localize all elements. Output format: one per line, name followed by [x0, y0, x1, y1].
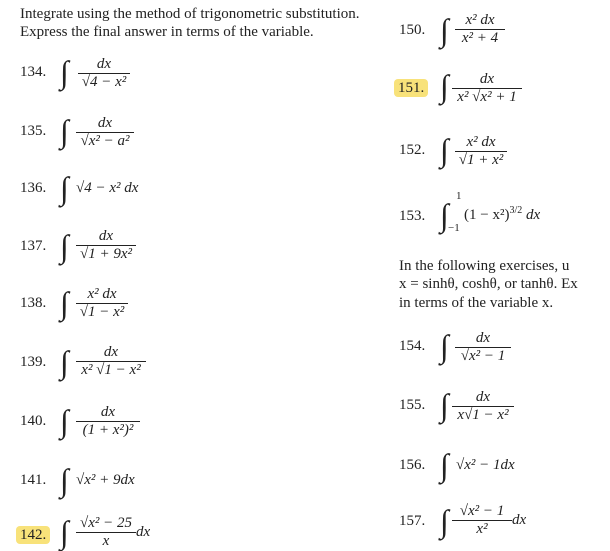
exercise-text-line-1: In the following exercises, u — [399, 258, 570, 274]
denominator: √4 − x² — [78, 73, 130, 91]
fraction — [455, 330, 511, 365]
integral-sign: ∫ — [440, 503, 449, 539]
problem-number: 140. — [20, 413, 47, 429]
integral-sign: ∫ — [440, 447, 449, 483]
problem-number: 155. — [399, 397, 426, 413]
integral-sign: ∫ — [60, 403, 69, 439]
integral-sign: ∫ — [60, 462, 69, 498]
problem-number: 152. — [399, 142, 426, 158]
problem-number: 154. — [399, 338, 426, 354]
integral-sign: ∫ — [60, 113, 69, 149]
fraction — [76, 228, 136, 263]
instruction-line-1: Integrate using the method of trigonometric substitution. — [20, 6, 360, 22]
integral-sign: ∫ — [60, 228, 69, 264]
problem-number: 134. — [20, 64, 47, 80]
fraction — [76, 344, 146, 379]
differential: dx — [522, 207, 541, 223]
fraction — [455, 12, 505, 47]
fraction — [452, 503, 512, 538]
integral-sign: ∫ — [60, 285, 69, 321]
denominator: √x² − 1 — [455, 347, 511, 365]
integrand: √x² + 9dx — [76, 472, 135, 488]
fraction — [76, 115, 134, 150]
fraction — [76, 404, 140, 439]
fraction — [78, 56, 130, 91]
problem-number: 139. — [20, 354, 47, 370]
integral-sign: ∫ — [60, 344, 69, 380]
numerator: dx — [97, 115, 113, 131]
integral-sign: ∫ — [440, 197, 449, 233]
denominator: √x² − a² — [76, 132, 134, 150]
lower-limit: −1 — [448, 222, 460, 234]
denominator: √1 − x² — [76, 303, 128, 321]
denominator: x² √x² + 1 — [452, 88, 522, 106]
integrand — [464, 207, 540, 224]
problem-number: 135. — [20, 123, 47, 139]
upper-limit: 1 — [456, 190, 462, 202]
denominator: √1 + x² — [455, 151, 507, 169]
highlight-badge: 151. — [394, 79, 428, 97]
denominator: x² + 4 — [455, 29, 505, 47]
instruction-line-2: Express the final answer in terms of the variable. — [20, 24, 314, 40]
exercise-text-line-2: x = sinhθ, coshθ, or tanhθ. Ex — [399, 276, 578, 292]
fraction — [76, 515, 136, 550]
problem-number: 156. — [399, 457, 426, 473]
integral-sign: ∫ — [440, 132, 449, 168]
numerator: dx — [100, 404, 116, 420]
problem-number: 136. — [20, 180, 47, 196]
problem-number: 141. — [20, 472, 47, 488]
denominator: x√1 − x² — [452, 406, 514, 424]
integral-sign: ∫ — [60, 514, 69, 550]
integral-sign: ∫ — [440, 12, 449, 48]
numerator: x² dx — [87, 286, 117, 302]
numerator: √x² − 25 — [79, 515, 132, 531]
numerator: dx — [475, 330, 491, 346]
problem-number: 153. — [399, 208, 426, 224]
integral-sign: ∫ — [440, 328, 449, 364]
integrand: √x² − 1dx — [456, 457, 515, 473]
numerator: dx — [475, 389, 491, 405]
highlight-badge: 142. — [16, 526, 50, 544]
denominator: √1 + 9x² — [76, 245, 136, 263]
integrand-base: (1 − x²) — [464, 207, 510, 223]
exponent: 3/2 — [509, 205, 523, 216]
fraction — [452, 389, 514, 424]
fraction — [76, 286, 128, 321]
numerator: dx — [96, 56, 112, 72]
denominator: x² — [452, 520, 512, 538]
numerator: dx — [103, 344, 119, 360]
fraction — [452, 71, 522, 106]
numerator: dx — [98, 228, 114, 244]
integral-sign: ∫ — [60, 54, 69, 90]
problem-number-highlighted — [16, 527, 50, 544]
problem-number: 150. — [399, 22, 426, 38]
numerator: x² dx — [466, 134, 496, 150]
integral-sign: ∫ — [440, 68, 449, 104]
numerator: x² dx — [465, 12, 495, 28]
denominator: x² √1 − x² — [76, 361, 146, 379]
differential: dx — [136, 524, 151, 540]
problem-number-highlighted — [394, 80, 428, 97]
problem-number: 137. — [20, 238, 47, 254]
denominator: x — [76, 532, 136, 550]
problem-number: 157. — [399, 513, 426, 529]
differential: dx — [512, 512, 527, 528]
fraction — [455, 134, 507, 169]
denominator: (1 + x²)² — [76, 421, 140, 439]
integrand: √4 − x² dx — [76, 180, 139, 196]
problem-number: 138. — [20, 295, 47, 311]
integral-sign: ∫ — [60, 170, 69, 206]
exercise-text-line-3: in terms of the variable x. — [399, 295, 554, 311]
numerator: dx — [479, 71, 495, 87]
integral-sign: ∫ — [440, 387, 449, 423]
numerator: √x² − 1 — [459, 503, 505, 519]
